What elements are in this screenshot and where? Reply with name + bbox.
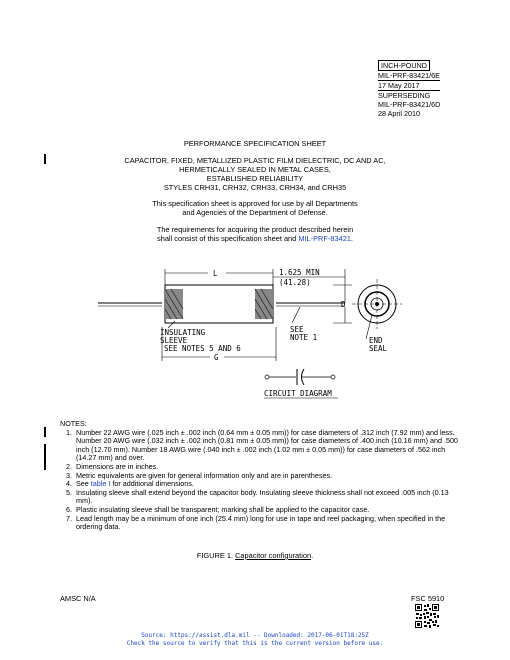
superseding-label: SUPERSEDING [378,91,431,100]
change-bar [44,444,46,470]
approval-statement [0,199,510,217]
doc-number: MIL-PRF-83421/6E [378,71,440,80]
note-item: 6. Plastic insulating sleeve shall be transparent; marking shall be applied to the capacitor case. [66,504,370,514]
amsc-label: AMSC N/A [60,594,96,603]
subject-line: HERMETICALLY SEALED IN METAL CASES, [179,165,331,174]
inch-pound-label: INCH-POUND [378,60,430,71]
approval-line: This specification sheet is approved for use by all Departments [152,199,358,208]
dim-g-label: G [214,353,219,362]
qr-code-icon [415,604,439,628]
table-i-link[interactable]: table I [90,479,111,489]
requirements-statement [0,225,510,243]
note-item: 3. Metric equivalents are given for general information only and are in parentheses. [66,470,333,480]
see-label: SEE [290,325,304,334]
change-bar [44,427,46,437]
insulating-label: INSULATING [160,328,206,337]
note1-label: NOTE 1 [290,333,318,342]
mil-prf-83421-link[interactable]: MIL-PRF-83421 [298,234,351,243]
source-notice [0,632,510,648]
note-item: 4. See table I for additional dimensions. [66,479,194,489]
sleeve-label: SLEEVE [160,336,188,345]
subject-line: ESTABLISHED RELIABILITY [206,174,304,183]
old-doc-date: 28 April 2010 [378,109,420,118]
subject-block [0,156,510,192]
end-label: END [369,336,383,345]
page-title: PERFORMANCE SPECIFICATION SHEET [183,139,327,148]
see-notes-label: SEE NOTES 5 AND 6 [164,344,241,353]
requirements-line: shall consist of this specification sheet and MIL-PRF-83421. [157,234,353,243]
doc-date: 17 May 2017 [378,81,440,91]
lead-min-mm-label: (41.28) [279,278,311,287]
old-doc-number: MIL-PRF-83421/6D [378,100,441,109]
figure-caption: FIGURE 1. Capacitor configuration. [196,551,314,560]
requirements-line: The requirements for acquiring the product described herein [156,225,354,234]
figure-title: Capacitor configuration [235,551,312,560]
subject-line: STYLES CRH31, CRH32, CRH33, CRH34, and CRH35 [163,183,347,192]
document-header [378,60,440,118]
capacitor-drawing [0,255,510,415]
notes-section [60,420,460,532]
lead-min-label: 1.625 MIN [279,268,320,277]
seal-label: SEAL [369,344,388,353]
fsc-label: FSC 5910 [411,594,445,603]
note-item: 2. Dimensions are in inches. [66,461,159,471]
source-line: Check the source to verify that this is the current version before use. [126,640,384,647]
note-item: 5. Insulating sleeve shall extend beyond the capacitor body. Insulating sleeve thickness shall not exceed .005 inch (0.13 mm). [66,487,449,506]
circuit-diagram-label: CIRCUIT DIAGRAM [264,389,332,398]
notes-heading: NOTES: [60,419,87,428]
dim-l-label: L [213,269,218,278]
note-item: Number 20 AWG wire (.032 inch ± .002 inch (0.81 mm ± 0.05 mm)) for case diameters of .400 inch (10.16 mm) and .500 inch (12.70 mm). Number 18 AWG wire (.040 inch ± .002 inch (1.02 mm ± 0.05 mm)) for case diameters of .562 inch (14.27 mm) and over. [76,436,458,463]
source-line: Source: https://assist.dla.mil -- Downloaded: 2017-06-01T18:25Z [141,632,369,639]
approval-line: and Agencies of the Department of Defense. [182,208,328,217]
dim-d-label: D [341,300,346,309]
note-item: 7. Lead length may be a minimum of one inch (25.4 mm) long for use in tape and reel packaging, when specified in the ordering data. [66,513,446,532]
note-item: 1. Number 22 AWG wire (.025 inch ± .002 inch (0.64 mm ± 0.05 mm)) for case diameters of .312 inch (7.92 mm) and less. [66,427,455,437]
subject-line: CAPACITOR, FIXED, METALLIZED PLASTIC FILM DIELECTRIC, DC AND AC, [124,156,386,165]
